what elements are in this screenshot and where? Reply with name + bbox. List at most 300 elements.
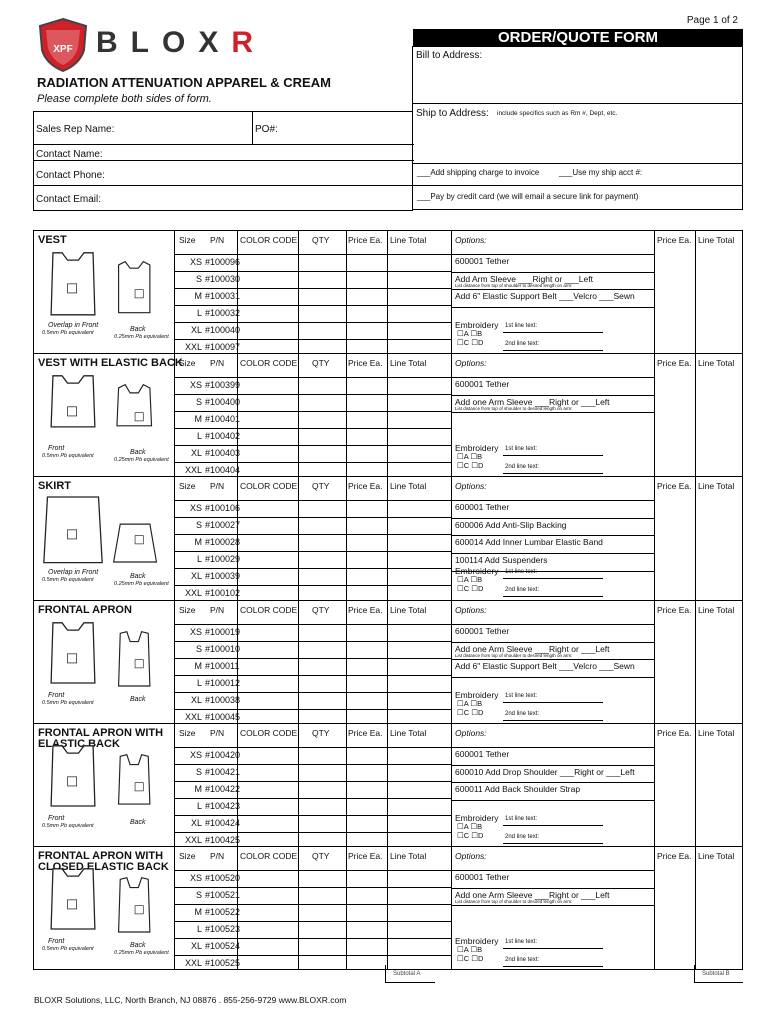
qty-entry-cell[interactable]: [299, 534, 345, 549]
option-item[interactable]: Add 6" Elastic Support Belt ___Velcro ___Sewn: [455, 660, 635, 671]
col-header-option-price: Price Ea.: [657, 235, 692, 245]
col-header-options: Options:: [455, 851, 487, 861]
qty-entry-cell[interactable]: [299, 815, 345, 830]
divider: [503, 350, 603, 351]
color-entry-cell[interactable]: [238, 904, 297, 919]
color-entry-cell[interactable]: [238, 641, 297, 656]
embroidery-choice-cd[interactable]: ☐C ☐D: [457, 584, 484, 594]
contact-phone-field[interactable]: Contact Phone:: [36, 170, 105, 181]
qty-entry-cell[interactable]: [299, 568, 345, 583]
divider: [451, 870, 654, 871]
col-header-pn: P/N: [210, 727, 225, 738]
color-entry-cell[interactable]: [238, 658, 297, 673]
bill-to-box[interactable]: [412, 46, 743, 104]
qty-entry-cell[interactable]: [299, 955, 345, 970]
color-entry-cell[interactable]: [238, 938, 297, 953]
size-label: L: [196, 924, 202, 934]
embroidery-choice-cd[interactable]: ☐C ☐D: [457, 954, 484, 963]
part-number: #100400: [205, 397, 241, 408]
color-entry-cell[interactable]: [238, 624, 297, 639]
line-entry-cell[interactable]: [388, 322, 450, 337]
qty-entry-cell[interactable]: [299, 462, 345, 477]
col-header-pn: P/N: [210, 604, 225, 615]
col-header-option-line-total: Line Total: [698, 604, 735, 615]
size-label: S: [195, 643, 202, 654]
price-entry-cell[interactable]: [347, 288, 386, 303]
qty-entry-cell[interactable]: [299, 675, 345, 690]
caption-back: Back: [130, 818, 146, 826]
divider: [503, 720, 603, 721]
embroidery-label: Embroidery: [455, 320, 499, 330]
qty-entry-cell[interactable]: [299, 428, 345, 443]
option-item[interactable]: 100114 Add Suspenders: [455, 555, 548, 566]
qty-entry-cell[interactable]: [299, 394, 345, 409]
divider: [451, 747, 654, 748]
option-item[interactable]: 600001 Tether: [455, 379, 510, 390]
divider: [654, 354, 655, 477]
qty-entry-cell[interactable]: [299, 254, 345, 269]
color-entry-cell[interactable]: [238, 764, 297, 779]
embroidery-line2[interactable]: 2nd line text:: [505, 587, 540, 594]
embroidery-choice-ab[interactable]: ☐A ☐B: [457, 452, 483, 462]
option-item[interactable]: Add 6" Elastic Support Belt ___Velcro ___Sewn: [455, 291, 635, 301]
price-entry-cell[interactable]: [347, 692, 386, 707]
option-item[interactable]: Add one Arm Sleeve ___Right or ___Left: [455, 397, 610, 408]
page-number: Page 1 of 2: [686, 15, 738, 26]
embroidery-label: Embroidery: [455, 566, 499, 577]
price-entry-cell[interactable]: [347, 798, 386, 813]
line-entry-cell[interactable]: [388, 692, 450, 707]
color-entry-cell[interactable]: [238, 305, 297, 320]
contact-name-field[interactable]: Contact Name:: [36, 149, 103, 160]
color-entry-cell[interactable]: [238, 428, 297, 443]
embroidery-line1[interactable]: 1st line text:: [505, 692, 538, 699]
color-entry-cell[interactable]: [238, 254, 297, 269]
line-entry-cell[interactable]: [388, 624, 450, 639]
divider: [695, 724, 696, 847]
line-entry-cell[interactable]: [388, 815, 450, 830]
divider: [654, 231, 655, 354]
col-header-line-total: Line Total: [390, 727, 427, 738]
price-entry-cell[interactable]: [347, 585, 386, 600]
color-entry-cell[interactable]: [238, 322, 297, 337]
line-entry-cell[interactable]: [388, 534, 450, 549]
price-entry-cell[interactable]: [347, 551, 386, 566]
garment-back-icon: [112, 499, 168, 569]
qty-entry-cell[interactable]: [299, 377, 345, 392]
price-entry-cell[interactable]: [347, 887, 386, 902]
qty-entry-cell[interactable]: [299, 445, 345, 460]
color-entry-cell[interactable]: [238, 517, 297, 532]
size-label: XL: [190, 325, 202, 335]
price-entry-cell[interactable]: [347, 377, 386, 392]
embroidery-line1[interactable]: 1st line text:: [505, 939, 538, 945]
embroidery-line1[interactable]: 1st line text:: [505, 569, 538, 576]
option-item[interactable]: Add one Arm Sleeve ___Right or ___Left: [455, 643, 610, 654]
col-header-color: COLOR CODE: [240, 481, 298, 492]
footer-text: BLOXR Solutions, LLC, North Branch, NJ 08876 . 855-256-9729 www.BLOXR.com: [34, 995, 347, 1005]
page-subheading: Please complete both sides of form.: [37, 93, 212, 105]
divider: [503, 332, 603, 333]
color-entry-cell[interactable]: [238, 709, 297, 724]
line-entry-cell[interactable]: [388, 339, 450, 354]
qty-entry-cell[interactable]: [299, 322, 345, 337]
pay-card-option[interactable]: ___Pay by credit card (we will email a secure link for payment): [417, 192, 639, 201]
size-label: XXL: [184, 342, 202, 352]
color-entry-cell[interactable]: [238, 798, 297, 813]
line-entry-cell[interactable]: [388, 568, 450, 583]
price-entry-cell[interactable]: [347, 904, 386, 919]
color-entry-cell[interactable]: [238, 377, 297, 392]
price-entry-cell[interactable]: [347, 411, 386, 426]
part-number: #100096: [205, 257, 241, 267]
color-entry-cell[interactable]: [238, 500, 297, 515]
qty-entry-cell[interactable]: [299, 921, 345, 936]
embroidery-choice-cd[interactable]: ☐C ☐D: [457, 830, 484, 840]
garment-back-icon: [112, 376, 168, 446]
divider: [695, 477, 696, 600]
color-entry-cell[interactable]: [238, 445, 297, 460]
option-item[interactable]: 600006 Add Anti-Slip Backing: [455, 520, 567, 531]
arm-length-note: List distance from top of shoulder to desired length on arm:: [455, 899, 573, 904]
col-header-option-line-total: Line Total: [698, 481, 735, 492]
color-entry-cell[interactable]: [238, 394, 297, 409]
divider: [654, 847, 655, 970]
garment-back-icon: [112, 869, 168, 939]
option-item[interactable]: 600011 Add Back Shoulder Strap: [455, 783, 581, 794]
embroidery-line2[interactable]: 2nd line text:: [505, 464, 540, 471]
line-entry-cell[interactable]: [388, 904, 450, 919]
option-item[interactable]: 600001 Tether: [455, 872, 510, 882]
col-header-option-price: Price Ea.: [657, 481, 692, 492]
line-entry-cell[interactable]: [388, 709, 450, 724]
col-header-pn: P/N: [210, 235, 225, 245]
part-number: #100106: [205, 503, 241, 514]
size-label: XS: [189, 626, 202, 637]
qty-entry-cell[interactable]: [299, 624, 345, 639]
embroidery-choice-ab[interactable]: ☐A ☐B: [457, 821, 483, 831]
price-entry-cell[interactable]: [347, 781, 386, 796]
qty-entry-cell[interactable]: [299, 500, 345, 515]
option-item[interactable]: 600001 Tether: [455, 256, 510, 266]
line-entry-cell[interactable]: [388, 394, 450, 409]
caption-front-spec: 0.5mm Pb equivalent: [42, 822, 94, 829]
embroidery-line2[interactable]: 2nd line text:: [505, 710, 540, 717]
divider: [451, 601, 452, 724]
qty-entry-cell[interactable]: [299, 747, 345, 762]
line-entry-cell[interactable]: [388, 377, 450, 392]
line-entry-cell[interactable]: [388, 411, 450, 426]
color-entry-cell[interactable]: [238, 675, 297, 690]
price-entry-cell[interactable]: [347, 394, 386, 409]
qty-entry-cell[interactable]: [299, 411, 345, 426]
divider: [695, 231, 696, 354]
embroidery-choice-ab[interactable]: ☐A ☐B: [457, 575, 483, 585]
divider: [413, 185, 742, 186]
divider: [451, 354, 452, 477]
price-entry-cell[interactable]: [347, 500, 386, 515]
size-label: XL: [190, 694, 202, 705]
size-label: S: [195, 766, 202, 777]
qty-entry-cell[interactable]: [299, 781, 345, 796]
price-entry-cell[interactable]: [347, 870, 386, 885]
product-section: [33, 846, 743, 970]
price-entry-cell[interactable]: [347, 568, 386, 583]
line-entry-cell[interactable]: [388, 551, 450, 566]
price-entry-cell[interactable]: [347, 641, 386, 656]
line-entry-cell[interactable]: [388, 764, 450, 779]
embroidery-line2[interactable]: 2nd line text:: [505, 341, 540, 347]
price-entry-cell[interactable]: [347, 322, 386, 337]
caption-back-spec: 0.25mm Pb equivalent: [114, 580, 169, 587]
divider: [695, 601, 696, 724]
size-label: S: [195, 274, 202, 284]
embroidery-line1[interactable]: 1st line text:: [505, 815, 538, 822]
price-entry-cell[interactable]: [347, 534, 386, 549]
contact-email-field[interactable]: Contact Email:: [36, 194, 102, 205]
price-entry-cell[interactable]: [347, 658, 386, 673]
price-entry-cell[interactable]: [347, 747, 386, 762]
line-entry-cell[interactable]: [388, 517, 450, 532]
size-label: XXL: [184, 711, 202, 722]
color-entry-cell[interactable]: [238, 870, 297, 885]
divider: [451, 412, 654, 413]
divider: [451, 888, 654, 889]
color-entry-cell[interactable]: [238, 781, 297, 796]
garment-front-icon: [42, 489, 104, 567]
qty-entry-cell[interactable]: [299, 339, 345, 354]
embroidery-choice-cd[interactable]: ☐C ☐D: [457, 338, 484, 347]
po-field[interactable]: PO#:: [255, 124, 278, 135]
embroidery-choice-cd[interactable]: ☐C ☐D: [457, 707, 484, 717]
part-number: #100032: [205, 308, 241, 318]
option-item[interactable]: 600001 Tether: [455, 748, 510, 759]
arm-length-note: List distance from top of shoulder to desired length on arm:: [455, 652, 573, 658]
col-header-option-price: Price Ea.: [657, 851, 692, 861]
garment-front-icon: [42, 613, 104, 691]
embroidery-choice-cd[interactable]: ☐C ☐D: [457, 461, 484, 471]
price-entry-cell[interactable]: [347, 445, 386, 460]
color-entry-cell[interactable]: [238, 692, 297, 707]
line-entry-cell[interactable]: [388, 938, 450, 953]
section-title: VEST WITH ELASTIC BACK: [38, 357, 183, 370]
line-entry-cell[interactable]: [388, 955, 450, 970]
caption-front-spec: 0.5mm Pb equivalent: [42, 576, 94, 583]
price-entry-cell[interactable]: [347, 428, 386, 443]
garment-front-icon: [42, 736, 104, 814]
col-header-qty: QTY: [312, 851, 330, 861]
qty-entry-cell[interactable]: [299, 305, 345, 320]
divider: [503, 473, 603, 474]
qty-entry-cell[interactable]: [299, 641, 345, 656]
col-header-size: Size: [179, 358, 196, 369]
col-header-price: Price Ea.: [348, 481, 383, 492]
price-entry-cell[interactable]: [347, 832, 386, 847]
line-entry-cell[interactable]: [388, 781, 450, 796]
color-entry-cell[interactable]: [238, 747, 297, 762]
color-entry-cell[interactable]: [238, 551, 297, 566]
part-number: #100011: [205, 660, 240, 671]
qty-entry-cell[interactable]: [299, 832, 345, 847]
caption-front: Overlap in Front: [48, 568, 99, 576]
divider: [34, 144, 414, 145]
line-entry-cell[interactable]: [388, 288, 450, 303]
size-label: XXL: [184, 958, 202, 968]
qty-entry-cell[interactable]: [299, 870, 345, 885]
price-entry-cell[interactable]: [347, 709, 386, 724]
line-entry-cell[interactable]: [388, 462, 450, 477]
qty-entry-cell[interactable]: [299, 288, 345, 303]
color-entry-cell[interactable]: [238, 271, 297, 286]
line-entry-cell[interactable]: [388, 305, 450, 320]
ship-to-box[interactable]: [412, 104, 743, 164]
line-entry-cell[interactable]: [388, 798, 450, 813]
divider: [503, 702, 603, 703]
part-number: #100039: [205, 571, 241, 582]
line-entry-cell[interactable]: [388, 585, 450, 600]
section-title-line2: ELASTIC BACK: [38, 737, 120, 750]
qty-entry-cell[interactable]: [299, 692, 345, 707]
price-entry-cell[interactable]: [347, 624, 386, 639]
price-entry-cell[interactable]: [347, 339, 386, 354]
form-title: ORDER/QUOTE FORM: [413, 29, 743, 46]
option-item[interactable]: Add one Arm Sleeve ___Right or ___Left: [455, 890, 610, 900]
color-entry-cell[interactable]: [238, 955, 297, 970]
option-item[interactable]: 600010 Add Drop Shoulder ___Right or ___Left: [455, 766, 635, 777]
part-number: #100030: [205, 274, 241, 284]
col-header-price: Price Ea.: [348, 604, 383, 615]
section-title: FRONTAL APRON: [38, 603, 132, 616]
qty-entry-cell[interactable]: [299, 938, 345, 953]
option-item[interactable]: 600001 Tether: [455, 502, 510, 513]
embroidery-line2[interactable]: 2nd line text:: [505, 833, 540, 840]
qty-entry-cell[interactable]: [299, 271, 345, 286]
price-entry-cell[interactable]: [347, 271, 386, 286]
color-entry-cell[interactable]: [238, 534, 297, 549]
color-entry-cell[interactable]: [238, 921, 297, 936]
line-entry-cell[interactable]: [388, 428, 450, 443]
divider: [654, 601, 655, 724]
size-label: XS: [189, 257, 202, 267]
line-entry-cell[interactable]: [388, 445, 450, 460]
qty-entry-cell[interactable]: [299, 709, 345, 724]
color-entry-cell[interactable]: [238, 815, 297, 830]
price-entry-cell[interactable]: [347, 938, 386, 953]
price-entry-cell[interactable]: [347, 764, 386, 779]
col-header-options: Options:: [455, 727, 487, 738]
line-entry-cell[interactable]: [388, 271, 450, 286]
qty-entry-cell[interactable]: [299, 904, 345, 919]
price-entry-cell[interactable]: [347, 254, 386, 269]
price-entry-cell[interactable]: [347, 305, 386, 320]
part-number: #100010: [205, 643, 241, 654]
line-entry-cell[interactable]: [388, 641, 450, 656]
color-entry-cell[interactable]: [238, 462, 297, 477]
divider: [385, 965, 386, 983]
size-label: XXL: [184, 588, 202, 599]
divider: [695, 354, 696, 477]
line-entry-cell[interactable]: [388, 658, 450, 673]
color-entry-cell[interactable]: [238, 585, 297, 600]
price-entry-cell[interactable]: [347, 517, 386, 532]
option-item[interactable]: Add Arm Sleeve ___Right or ___Left: [455, 274, 593, 284]
qty-entry-cell[interactable]: [299, 798, 345, 813]
ship-acct-option[interactable]: ___Use my ship acct #:: [559, 168, 643, 177]
embroidery-choice-ab[interactable]: ☐A ☐B: [457, 329, 483, 338]
line-entry-cell[interactable]: [388, 500, 450, 515]
line-entry-cell[interactable]: [388, 254, 450, 269]
color-entry-cell[interactable]: [238, 288, 297, 303]
color-entry-cell[interactable]: [238, 887, 297, 902]
option-item[interactable]: 600014 Add Inner Lumbar Elastic Band: [455, 537, 603, 548]
col-header-options: Options:: [455, 481, 487, 492]
line-entry-cell[interactable]: [388, 870, 450, 885]
color-entry-cell[interactable]: [238, 568, 297, 583]
caption-front-spec: 0.5mm Pb equivalent: [42, 453, 94, 460]
ship-charge-option[interactable]: ___Add shipping charge to invoice: [417, 168, 540, 177]
part-number: #100102: [205, 588, 241, 599]
size-label: M: [194, 537, 202, 548]
divider: [451, 500, 654, 501]
divider: [451, 642, 654, 643]
garment-back-icon: [112, 253, 168, 323]
qty-entry-cell[interactable]: [299, 764, 345, 779]
shield-text: XPF: [53, 44, 73, 55]
embroidery-line1[interactable]: 1st line text:: [505, 446, 538, 453]
line-entry-cell[interactable]: [388, 921, 450, 936]
caption-back: Back: [130, 942, 146, 950]
subtotal-a: Subtotal A: [393, 971, 421, 977]
line-entry-cell[interactable]: [388, 832, 450, 847]
embroidery-line1[interactable]: 1st line text:: [505, 323, 538, 329]
divider: [654, 724, 655, 847]
size-label: M: [194, 414, 202, 425]
col-header-color: COLOR CODE: [240, 358, 298, 369]
embroidery-choice-ab[interactable]: ☐A ☐B: [457, 698, 483, 708]
price-entry-cell[interactable]: [347, 955, 386, 970]
embroidery-line2[interactable]: 2nd line text:: [505, 957, 540, 963]
price-entry-cell[interactable]: [347, 921, 386, 936]
qty-entry-cell[interactable]: [299, 887, 345, 902]
divider: [451, 624, 654, 625]
col-header-pn: P/N: [210, 851, 225, 861]
price-entry-cell[interactable]: [347, 815, 386, 830]
price-entry-cell[interactable]: [347, 462, 386, 477]
qty-entry-cell[interactable]: [299, 551, 345, 566]
embroidery-choice-ab[interactable]: ☐A ☐B: [457, 945, 483, 954]
color-entry-cell[interactable]: [238, 339, 297, 354]
qty-entry-cell[interactable]: [299, 658, 345, 673]
part-number: #100523: [205, 924, 241, 934]
line-entry-cell[interactable]: [388, 747, 450, 762]
section-title: FRONTAL APRON WITH: [38, 850, 164, 862]
option-item[interactable]: 600001 Tether: [455, 625, 510, 636]
size-label: M: [194, 660, 202, 671]
qty-entry-cell[interactable]: [299, 585, 345, 600]
divider: [503, 825, 603, 826]
color-entry-cell[interactable]: [238, 832, 297, 847]
color-entry-cell[interactable]: [238, 411, 297, 426]
sales-rep-field[interactable]: Sales Rep Name:: [36, 124, 115, 135]
size-label: L: [196, 800, 202, 811]
qty-entry-cell[interactable]: [299, 517, 345, 532]
price-entry-cell[interactable]: [347, 675, 386, 690]
line-entry-cell[interactable]: [388, 675, 450, 690]
contact-fields-box: [33, 111, 413, 211]
line-entry-cell[interactable]: [388, 887, 450, 902]
size-label: M: [194, 783, 202, 794]
brand-name: BLOXR: [96, 26, 267, 59]
